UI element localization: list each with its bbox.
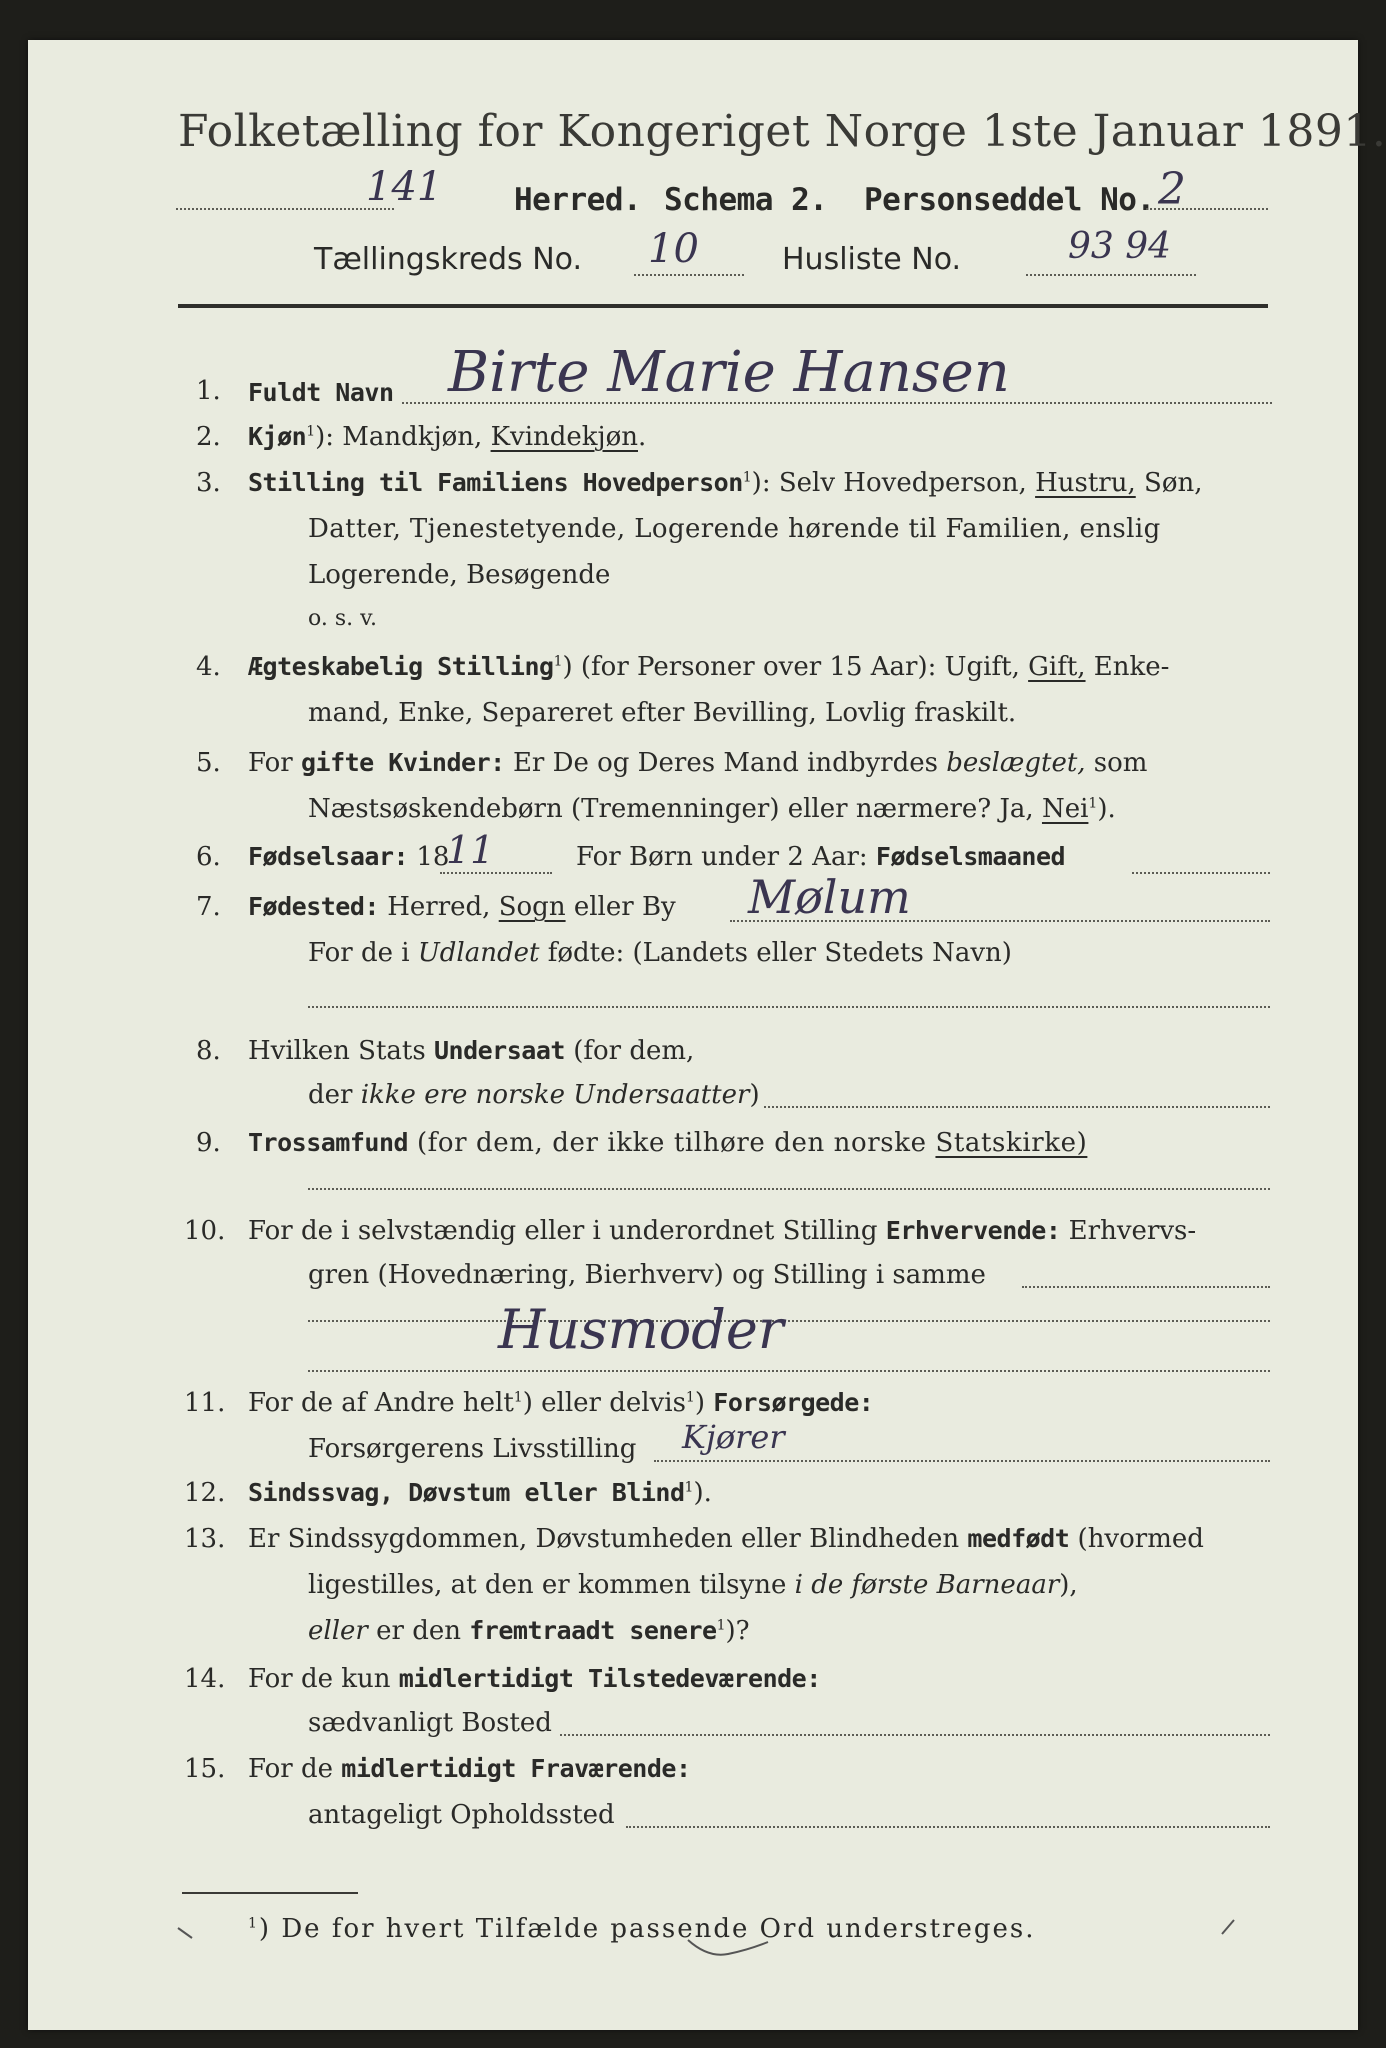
q1-number: 1.: [196, 376, 221, 406]
q5-l2-text: Næstsøskendebørn (Tremenninger) eller nærmere? Ja,: [308, 794, 1042, 824]
q7-selected-option: Sogn: [498, 892, 566, 922]
q4-line2: mand, Enke, Separeret efter Bevilling, Lovlig fraskilt.: [308, 698, 1017, 728]
q12-number: 12.: [184, 1478, 226, 1508]
q3-line4: o. s. v.: [308, 606, 377, 631]
personseddel-label: Personseddel No.: [864, 182, 1155, 218]
q3-line2: Datter, Tjenestetyende, Logerende hørende til Familien, enslig: [308, 514, 1161, 544]
q5-l2-end: ).: [1097, 794, 1116, 824]
q5-number: 5.: [196, 748, 221, 778]
q4-number: 4.: [196, 652, 221, 682]
q14-line2: sædvanligt Bosted: [308, 1708, 552, 1738]
q13-l2-italic: i de første Barneaar: [794, 1570, 1060, 1600]
q11-label: Forsørgede:: [713, 1388, 874, 1417]
kreds-label: Tællingskreds No.: [314, 242, 582, 277]
q13-l2-post: ),: [1059, 1570, 1078, 1600]
q10-line2: gren (Hovednæring, Bierhverv) og Stilling i samme: [308, 1260, 986, 1290]
q14-pre: For de kun: [248, 1664, 399, 1694]
q5-selected-option: Nei: [1041, 794, 1089, 824]
q5-pre: For: [248, 748, 301, 778]
q4-l1-text: ) (for Personer over 15 Aar): Ugift,: [562, 652, 1029, 682]
q7-l2-pre: For de i: [308, 938, 418, 968]
q7-birthplace-handwritten: Mølum: [748, 870, 911, 924]
q6-year-handwritten: 11: [446, 828, 495, 872]
q5-footnote-mark: 1: [1088, 795, 1098, 812]
q4-footnote-mark: 1: [553, 653, 563, 670]
q4-label: Ægteskabelig Stilling: [248, 652, 554, 681]
q4-l1-end: Enke-: [1085, 652, 1170, 682]
herred-label: Herred.: [514, 182, 642, 218]
q8-label: Undersaat: [433, 1036, 565, 1065]
q4-selected-option: Gift,: [1028, 652, 1086, 682]
q15-label: midlertidigt Fraværende:: [341, 1754, 691, 1783]
q5-l1-end: som: [1085, 748, 1148, 778]
q12-label: Sindssvag, Døvstum eller Blind: [248, 1478, 685, 1507]
q9-text: (for dem, der ikke tilhøre den norske: [408, 1128, 936, 1158]
q13-l3-label: fremtraadt senere: [469, 1616, 717, 1645]
form-title: Folketælling for Kongeriget Norge 1ste Januar 1891.: [178, 106, 1386, 157]
q2-number: 2.: [196, 422, 221, 452]
q15-line2: antageligt Opholdssted: [308, 1800, 615, 1830]
q3-line3: Logerende, Besøgende: [308, 560, 611, 590]
q8-number: 8.: [196, 1036, 221, 1066]
q6-label: Fødselsaar:: [248, 842, 409, 871]
q10-number: 10.: [184, 1216, 226, 1246]
q9-number: 9.: [196, 1128, 221, 1158]
q11-footnote-mark-2: 1: [685, 1389, 695, 1406]
q5-l1-italic: beslægtet,: [946, 748, 1086, 778]
q8-l2-post: ): [749, 1080, 760, 1110]
husliste-label: Husliste No.: [782, 242, 962, 277]
kreds-handwritten: 10: [648, 226, 699, 272]
q15-number: 15.: [184, 1754, 226, 1784]
q7-l2-post: fødte: (Landets eller Stedets Navn): [539, 938, 1012, 968]
q10-pre: For de i selvstændig eller i underordnet Stilling: [248, 1216, 886, 1246]
q10-occupation-handwritten: Husmoder: [498, 1298, 784, 1361]
q3-footnote-mark: 1: [742, 469, 752, 486]
q12-footnote-mark: 1: [684, 1479, 694, 1496]
q7-l1-end: eller By: [565, 892, 676, 922]
q12-post: ).: [693, 1478, 712, 1508]
q5-l1-text: Er De og Deres Mand indbyrdes: [504, 748, 947, 778]
husliste-handwritten: 93 94: [1068, 226, 1172, 267]
schema-label: Schema 2.: [664, 182, 828, 218]
q3-number: 3.: [196, 468, 221, 498]
stray-pen-marks: [28, 40, 1358, 2030]
herred-handwritten: 141: [366, 164, 443, 210]
q1-name-handwritten: Birte Marie Hansen: [448, 340, 1010, 405]
q13-footnote-mark: 1: [716, 1617, 726, 1634]
q11-pre: For de af Andre helt: [248, 1388, 514, 1418]
q6-number: 6.: [196, 842, 221, 872]
q7-number: 7.: [196, 892, 221, 922]
footnote-text: ) De for hvert Tilfælde passende Ord understreges.: [258, 1914, 1036, 1944]
q6-label2: Fødselsmaaned: [875, 842, 1066, 871]
q8-pre: Hvilken Stats: [248, 1036, 434, 1066]
q11-mid: ) eller delvis: [522, 1388, 686, 1418]
personseddel-handwritten: 2: [1158, 164, 1186, 215]
q2-footnote-mark: 1: [306, 423, 316, 440]
q13-l1-end: (hvormed: [1069, 1524, 1204, 1554]
q8-l2-pre: der: [308, 1080, 361, 1110]
q13-l3-mid: er den: [367, 1616, 470, 1646]
q3-l1-end: Søn,: [1135, 468, 1203, 498]
q10-label: Erhvervende:: [885, 1216, 1061, 1245]
q2-end: .: [638, 422, 647, 452]
q6-text: 18: [408, 842, 450, 872]
q8-l1-end: (for dem,: [564, 1036, 695, 1066]
q11-line2: Forsørgerens Livsstilling: [308, 1434, 637, 1464]
q14-number: 14.: [184, 1664, 226, 1694]
q3-l1-text: ): Selv Hovedperson,: [751, 468, 1036, 498]
q13-pre: Er Sindssygdommen, Døvstumheden eller Blindheden: [248, 1524, 968, 1554]
q2-selected-option: Kvindekjøn: [490, 422, 638, 452]
q14-label: midlertidigt Tilstedeværende:: [398, 1664, 821, 1693]
q10-l1-end: Erhvervs-: [1060, 1216, 1197, 1246]
footnote-mark: 1: [248, 1915, 259, 1932]
q3-selected-option: Hustru,: [1035, 468, 1136, 498]
q11-provider-handwritten: Kjører: [682, 1418, 785, 1456]
q13-l2-pre: ligestilles, at den er kommen tilsyne: [308, 1570, 795, 1600]
q6-rest: For Børn under 2 Aar:: [576, 842, 876, 872]
q11-post: ): [694, 1388, 714, 1418]
q8-l2-italic: ikke ere norske Undersaatter: [360, 1080, 750, 1110]
q13-number: 13.: [184, 1524, 226, 1554]
q15-pre: For de: [248, 1754, 342, 1784]
q13-label: medfødt: [967, 1524, 1070, 1553]
q3-label: Stilling til Familiens Hovedperson: [248, 468, 743, 497]
q2-label: Kjøn: [248, 422, 307, 451]
q13-l3-post: )?: [725, 1616, 750, 1646]
q1-label: Fuldt Navn: [248, 378, 394, 407]
q13-l3-italic: eller: [308, 1616, 368, 1646]
q7-label: Fødested:: [248, 892, 379, 921]
q9-label: Trossamfund: [248, 1128, 409, 1157]
q11-footnote-mark-1: 1: [513, 1389, 523, 1406]
q2-text: ): Mandkjøn,: [315, 422, 491, 452]
q5-label: gifte Kvinder:: [300, 748, 505, 777]
q7-l2-italic: Udlandet: [417, 938, 540, 968]
q9-selected-option: Statskirke): [935, 1128, 1088, 1158]
q7-l1-text: Herred,: [378, 892, 499, 922]
census-form: [28, 40, 1386, 2030]
q11-number: 11.: [184, 1388, 226, 1418]
